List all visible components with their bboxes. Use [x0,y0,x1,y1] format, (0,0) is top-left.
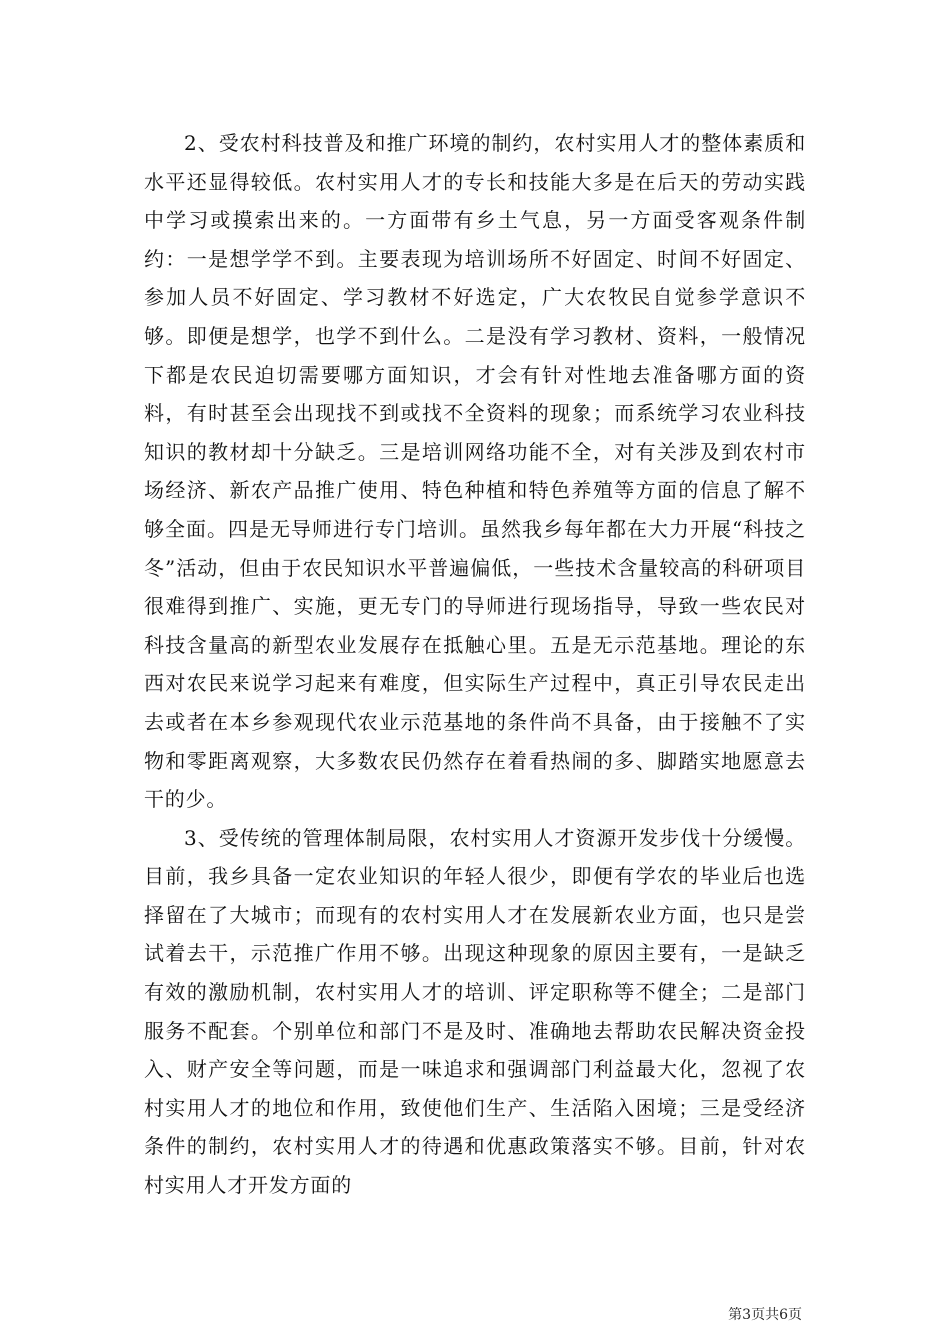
paragraph-2: 2、受农村科技普及和推广环境的制约，农村实用人才的整体素质和水平还显得较低。农村实用人才的专长和技能大多是在后天的劳动实践中学习或摸索出来的。一方面带有乡土气息，另一方面受客观条件制约：一是想学学不到。主要表现为培训场所不好固定、时间不好固定、参加人员不好固定、学习教材不好选定，广大农牧民自觉参学意识不够。即便是想学，也学不到什么。二是没有学习教材、资料，一般情况下都是农民迫切需要哪方面知识，才会有针对性地去准备哪方面的资料，有时甚至会出现找不到或找不全资料的现象；而系统学习农业科技知识的教材却十分缺乏。三是培训网络功能不全，对有关涉及到农村市场经济、新农产品推广使用、特色种植和特色养殖等方面的信息了解不够全面。四是无导师进行专门培训。虽然我乡每年都在大力开展“科技之冬”活动，但由于农民知识水平普遍偏低，一些技术含量较高的科研项目很难得到推广、实施，更无专门的导师进行现场指导，导致一些农民对科技含量高的新型农业发展存在抵触心里。五是无示范基地。理论的东西对农民来说学习起来有难度，但实际生产过程中，真正引导农民走出去或者在本乡参观现代农业示范基地的条件尚不具备，由于接触不了实物和零距离观察，大多数农民仍然存在着看热闹的多、脚踏实地愿意去干的少。 [144,131,806,812]
paragraph-3: 3、受传统的管理体制局限，农村实用人才资源开发步伐十分缓慢。目前，我乡具备一定农业知识的年轻人很少，即便有学农的毕业后也选择留在了大城市；而现有的农村实用人才在发展新农业方面，也只是尝试着去干，示范推广作用不够。出现这种现象的原因主要有，一是缺乏有效的激励机制，农村实用人才的培训、评定职称等不健全；二是部门服务不配套。个别单位和部门不是及时、准确地去帮助农民解决资金投入、财产安全等问题，而是一味追求和强调部门利益最大化，忽视了农村实用人才的地位和作用，致使他们生产、生活陷入困境；三是受经济条件的制约，农村实用人才的待遇和优惠政策落实不够。目前，针对农村实用人才开发方面的 [144,825,806,1198]
document-body [144,124,806,1205]
page-number: 第3页共6页 [728,1307,802,1323]
